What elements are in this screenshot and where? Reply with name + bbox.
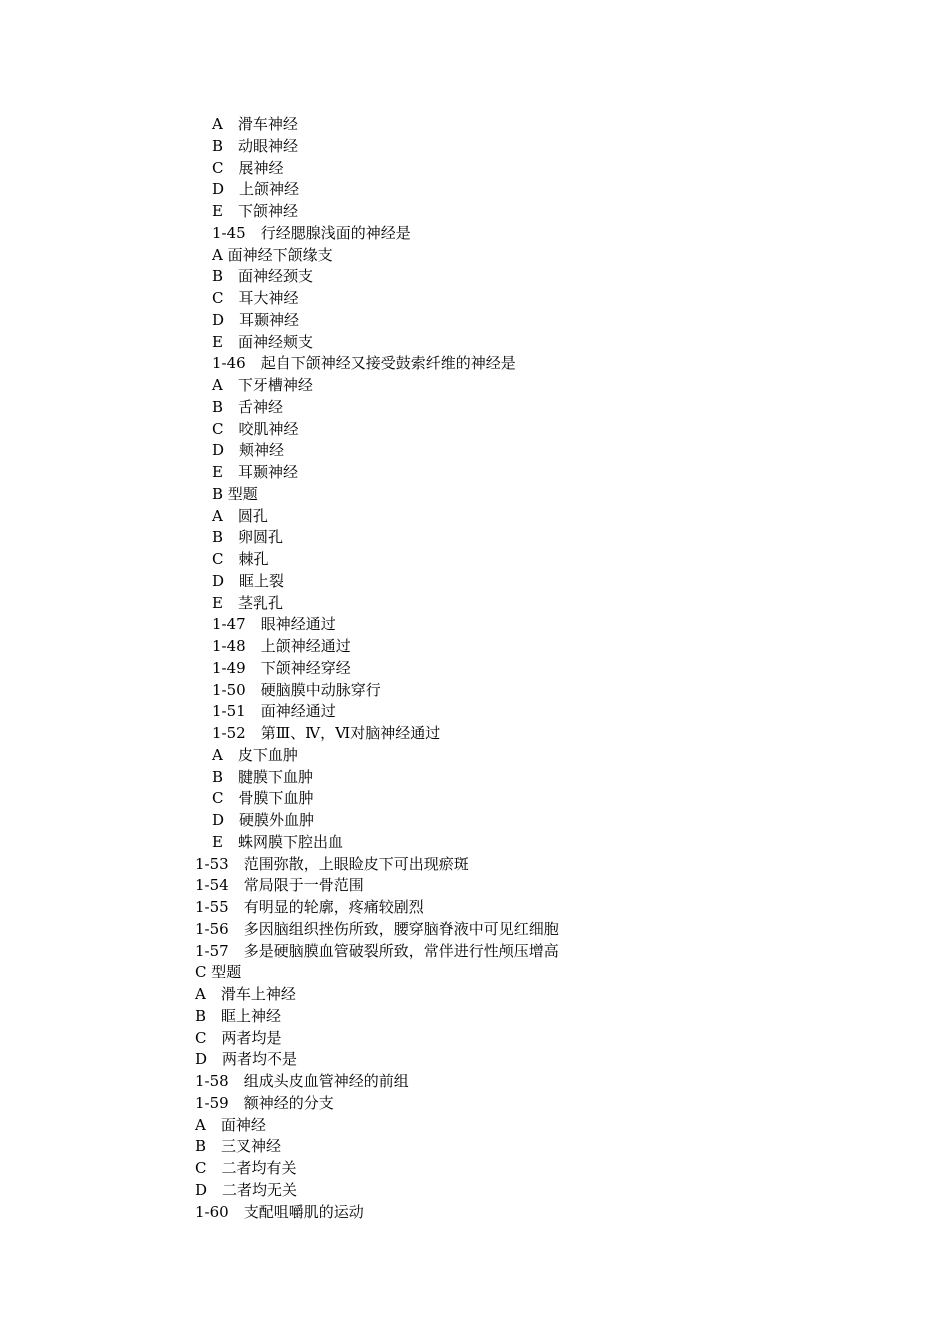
- text-line: B 腱膜下血肿: [212, 767, 314, 786]
- text-line: 1-46 起自下颌神经又接受鼓索纤维的神经是: [212, 354, 516, 373]
- text-line: 1-57 多是硬脑膜血管破裂所致，常伴进行性颅压增高: [195, 941, 559, 960]
- text-line: B 眶上神经: [195, 1006, 282, 1025]
- text-line: 1-49 下颌神经穿经: [212, 658, 351, 677]
- text-line: B 三叉神经: [195, 1137, 282, 1156]
- text-line: B 舌神经: [212, 397, 284, 416]
- text-line: C 二者均有关: [195, 1159, 297, 1177]
- text-line: A 面神经: [195, 1115, 266, 1134]
- text-line: 1-56 多因脑组织挫伤所致，腰穿脑脊液中可见红细胞: [195, 919, 559, 938]
- text-line: B 型题: [212, 484, 258, 503]
- text-line: 1-48 上颌神经通过: [212, 637, 351, 655]
- text-line: D 二者均无关: [195, 1180, 298, 1199]
- text-line: E 茎乳孔: [212, 593, 283, 612]
- text-line: 1-59 额神经的分支: [195, 1093, 334, 1112]
- text-line: E 蛛网膜下腔出血: [212, 832, 343, 851]
- text-line: C 展神经: [212, 158, 284, 177]
- text-line: 1-52 第Ⅲ、Ⅳ，Ⅵ对脑神经通过: [212, 724, 441, 742]
- text-line: E 下颌神经: [212, 202, 298, 220]
- document-page: [0, 114, 950, 1223]
- text-line: A 滑车神经: [212, 115, 298, 133]
- text-line: 1-47 眼神经通过: [212, 615, 336, 634]
- text-line: C 骨膜下血肿: [212, 789, 314, 808]
- text-line: 1-58 组成头皮血管神经的前组: [195, 1072, 409, 1090]
- text-line: B 动眼神经: [212, 136, 299, 155]
- text-line: A 滑车上神经: [195, 985, 296, 1003]
- text-line: B 卵圆孔: [212, 528, 284, 547]
- text-line: 1-54 常局限于一骨范围: [195, 876, 364, 895]
- text-line: E 面神经颊支: [212, 332, 313, 351]
- text-line: C 两者均是: [195, 1028, 282, 1047]
- text-line: D 硬膜外血肿: [212, 811, 315, 829]
- text-line: D 耳颞神经: [212, 310, 300, 329]
- text-line: D 颊神经: [212, 441, 285, 460]
- text-line: B 面神经颈支: [212, 267, 314, 286]
- text-line: D 眶上裂: [212, 571, 285, 590]
- text-line: C 棘孔: [212, 550, 269, 568]
- text-line: A 面神经下颌缘支: [212, 245, 333, 264]
- text-line: 1-45 行经腮腺浅面的神经是: [212, 223, 411, 242]
- text-line: 1-50 硬脑膜中动脉穿行: [212, 680, 381, 699]
- text-line: A 下牙槽神经: [212, 376, 313, 394]
- text-line: C 型题: [195, 963, 242, 982]
- text-line: D 两者均不是: [195, 1050, 298, 1069]
- text-line: E 耳颞神经: [212, 463, 298, 481]
- text-line: A 皮下血肿: [212, 745, 298, 764]
- text-line: C 耳大神经: [212, 289, 299, 307]
- text-line: 1-55 有明显的轮廓，疼痛较剧烈: [195, 898, 424, 916]
- text-line: 1-53 范围弥散，上眼睑皮下可出现瘀斑: [195, 854, 469, 873]
- text-line: C 咬肌神经: [212, 419, 299, 438]
- text-line: D 上颌神经: [212, 180, 300, 199]
- text-line: 1-60 支配咀嚼肌的运动: [195, 1202, 364, 1221]
- text-line: A 圆孔: [212, 506, 268, 525]
- text-line: 1-51 面神经通过: [212, 702, 336, 721]
